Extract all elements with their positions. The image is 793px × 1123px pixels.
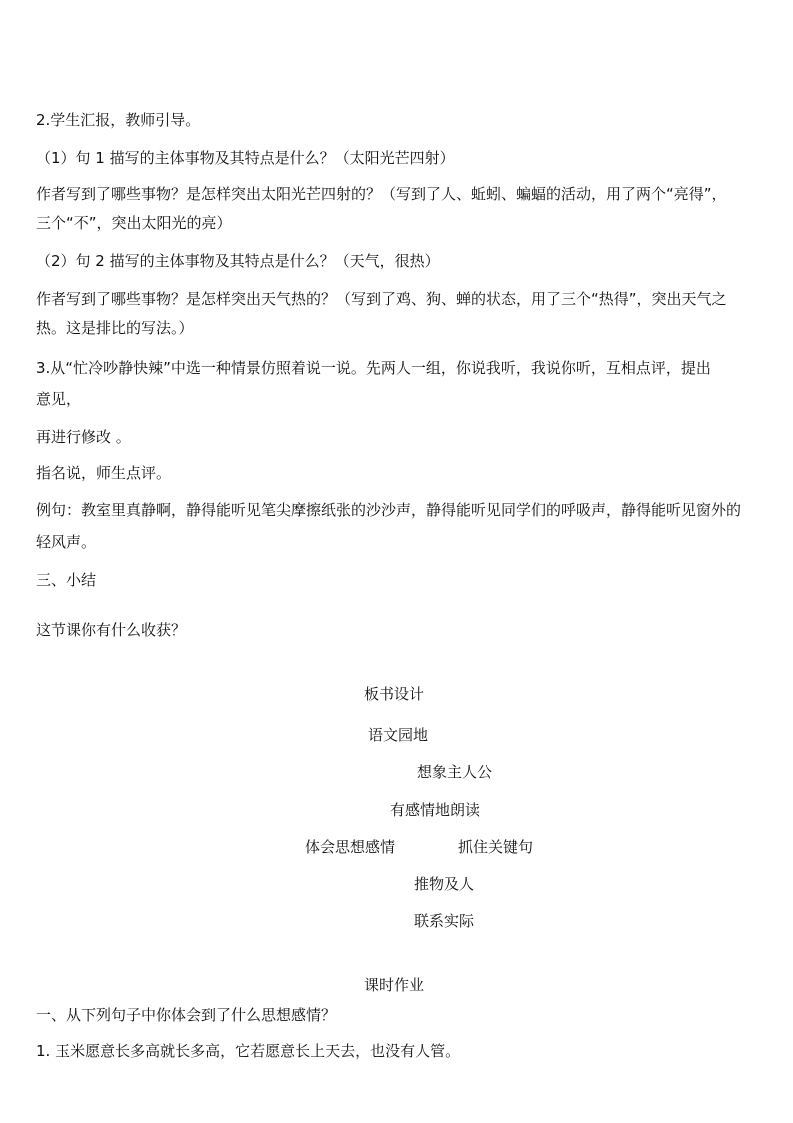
paragraph-example-line-1: 例句：教室里真静啊，静得能听见笔尖摩擦纸张的沙沙声，静得能听见同学们的呼吸声，静得能听见窗外的 <box>36 501 742 519</box>
homework-sentence-1: 1. 玉米愿意长多高就长多高，它若愿意长上天去，也没有人管。 <box>36 1042 461 1060</box>
board-design-title: 板书设计 <box>364 685 425 703</box>
paragraph-step-3-line-2: 意见， <box>36 390 82 408</box>
homework-question-heading: 一、从下列句子中你体会到了什么思想感情？ <box>36 1006 337 1024</box>
paragraph-question-2: （2）句 2 描写的主体事物及其特点是什么？（天气，很热） <box>36 252 440 270</box>
paragraph-answer-1-line-2: 三个“不”，突出太阳光的亮） <box>36 214 232 232</box>
paragraph-question-1: （1）句 1 描写的主体事物及其特点是什么？（太阳光芒四射） <box>36 149 455 167</box>
board-line-read-aloud: 有感情地朗读 <box>390 801 481 819</box>
paragraph-step-3-line-1: 3.从“忙冷吵静快辣”中选一种情景仿照着说一说。先两人一组，你说我听，我说你听，互相点评，提出 <box>36 359 711 377</box>
board-line-real-life: 联系实际 <box>414 912 475 930</box>
paragraph-answer-2-line-1: 作者写到了哪些事物？是怎样突出天气热的？（写到了鸡、狗、蝉的状态，用了三个“热得”，突出天气之 <box>36 290 727 308</box>
paragraph-step-2: 2.学生汇报，教师引导。 <box>36 111 201 129</box>
board-line-key-sentence: 抓住关键句 <box>458 838 534 856</box>
paragraph-answer-2-line-2: 热。这是排比的写法。） <box>36 319 194 337</box>
board-line-protagonist: 想象主人公 <box>417 763 493 781</box>
section-heading-summary: 三、小结 <box>36 571 97 589</box>
board-line-feelings: 体会思想感情 <box>305 838 396 856</box>
paragraph-answer-1-line-1: 作者写到了哪些事物？是怎样突出太阳光芒四射的？（写到了人、蚯蚓、蝙蝠的活动，用了两个“亮得”， <box>36 185 727 203</box>
paragraph-comment: 指名说，师生点评。 <box>36 464 172 482</box>
board-line-object-to-person: 推物及人 <box>414 875 475 893</box>
paragraph-example-line-2: 轻风声。 <box>36 533 97 551</box>
paragraph-revise: 再进行修改 。 <box>36 428 131 446</box>
paragraph-harvest-question: 这节课你有什么收获？ <box>36 621 187 639</box>
homework-title: 课时作业 <box>364 976 425 994</box>
board-line-chinese-garden: 语文园地 <box>368 726 429 744</box>
